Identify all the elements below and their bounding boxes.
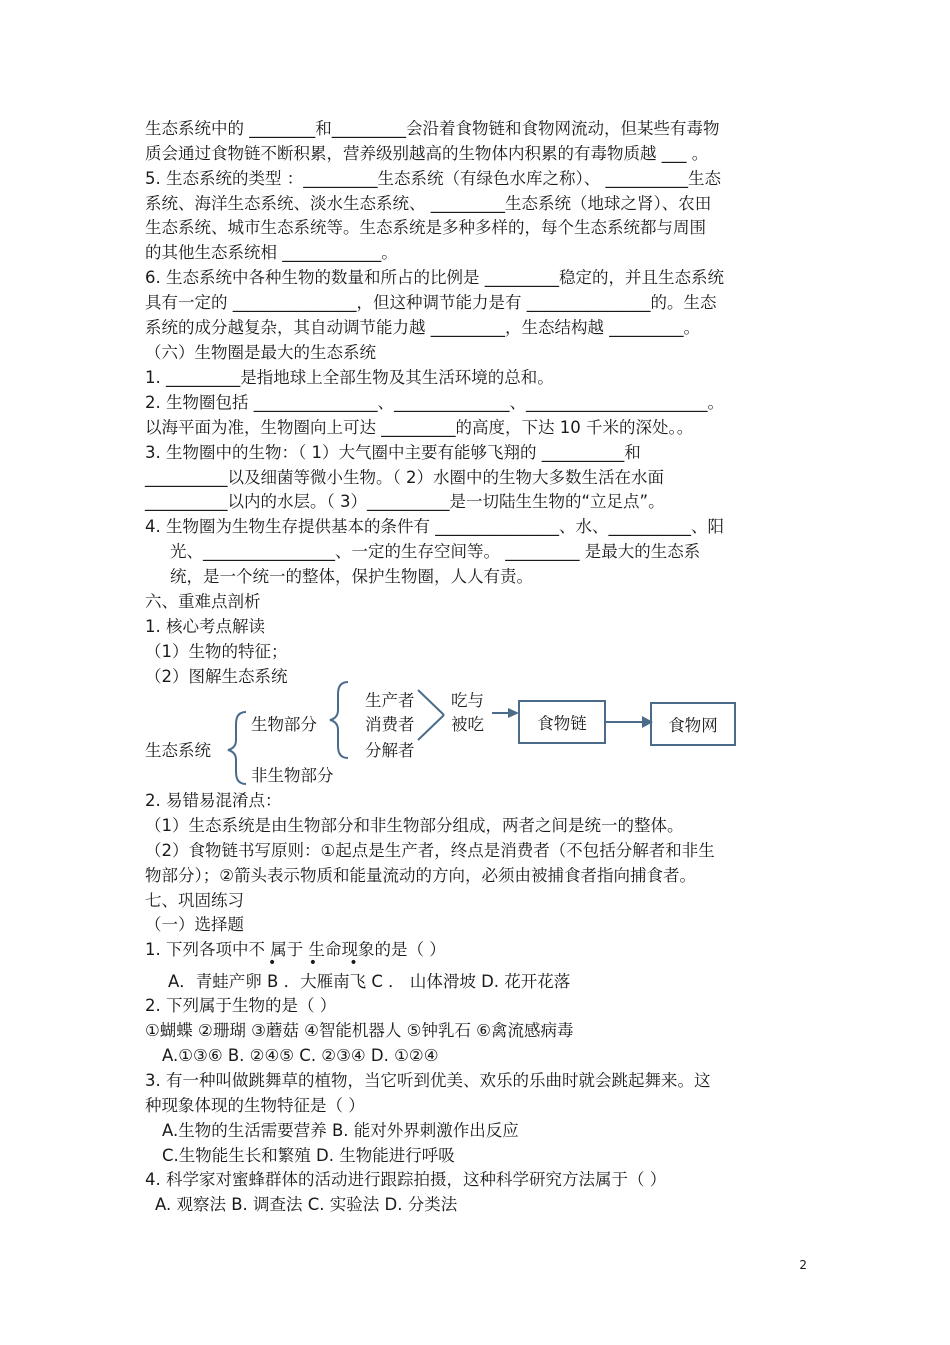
food-chain-box bbox=[518, 700, 606, 744]
text-line: 生态系统中的 ________和_________会沿着食物链和食物网流动，但某些有毒物 bbox=[145, 119, 720, 138]
question-1-options: A．青蛙产卵 B ．大雁南飞 C ． 山体滑坡 D. 花开花落 bbox=[168, 972, 571, 991]
text-line: __________以及细菌等微小生物。（ 2）水圈中的生物大多数生活在水面 bbox=[145, 468, 664, 487]
question-3-options: A.生物的生活需要营养 B. 能对外界刺激作出反应 bbox=[162, 1121, 519, 1140]
question-2: 2. 下列属于生物的是（ ） bbox=[145, 996, 337, 1015]
question-3: 3. 有一种叫做跳舞草的植物，当它听到优美、欢乐的乐曲时就会跳起舞来。这 bbox=[145, 1071, 711, 1090]
diagram-eaten-label: 被吃 bbox=[451, 715, 484, 734]
question-4-options: A. 观察法 B. 调查法 C. 实验法 D. 分类法 bbox=[155, 1195, 458, 1214]
diagram-eat-label: 吃与 bbox=[451, 691, 484, 710]
text-line: 系统的成分越复杂，其自动调节能力越 _________，生态结构越 _________。 bbox=[145, 318, 700, 337]
text-line: （1）生态系统是由生物部分和非生物部分组成，两者之间是统一的整体。 bbox=[145, 816, 684, 835]
text-line: 以海平面为准，生物圈向上可达 _________的高度，下达 10 千米的深处。。 bbox=[145, 418, 694, 437]
section-heading: 六、重难点剖析 bbox=[145, 592, 261, 611]
text-line: 光、________________、一定的生存空间等。 _________ 是最大的生态系 bbox=[170, 542, 701, 561]
text-line: 统，是一个统一的整体，保护生物圈，人人有责。 bbox=[170, 567, 533, 586]
question-4: 4. 科学家对蜜蜂群体的活动进行跟踪拍摄，这种科学研究方法属于（ ） bbox=[145, 1170, 667, 1189]
food-web-label: 食物网 bbox=[668, 716, 718, 735]
question-2-items: ①蝴蝶 ②珊瑚 ③蘑菇 ④智能机器人 ⑤钟乳石 ⑥禽流感病毒 bbox=[145, 1021, 574, 1040]
emphasis-dots: • • • bbox=[268, 955, 372, 971]
text-line: 系统、海洋生态系统、淡水生态系统、 _________生态系统（地球之肾）、农田 bbox=[145, 194, 712, 213]
diagram-decomposer-label: 分解者 bbox=[365, 741, 415, 760]
text-line: 质会通过食物链不断积累，营养级别越高的生物体内积累的有毒物质越 ___ 。 bbox=[145, 144, 709, 163]
text-line: （2）食物链书写原则：①起点是生产者，终点是消费者（不包括分解者和非生 bbox=[145, 841, 715, 860]
text-line: 2. 易错易混淆点： bbox=[145, 791, 282, 810]
food-chain-label: 食物链 bbox=[537, 714, 587, 733]
section-heading: 七、巩固练习 bbox=[145, 891, 244, 910]
connector-line bbox=[418, 715, 444, 740]
brace-bio bbox=[330, 682, 348, 758]
diagram-root-label: 生态系统 bbox=[145, 741, 211, 760]
question-3-options: C.生物能生长和繁殖 D. 生物能进行呼吸 bbox=[162, 1146, 455, 1165]
text-line: 6. 生态系统中各种生物的数量和所占的比例是 _________稳定的，并且生态系统 bbox=[145, 268, 724, 287]
food-web-box bbox=[650, 702, 736, 746]
question-3: 种现象体现的生物特征是（ ） bbox=[145, 1096, 365, 1115]
question-2-options: A.①③⑥ B. ②④⑤ C. ②③④ D. ①②④ bbox=[162, 1046, 439, 1065]
text-line: __________以内的水层。（ 3）__________是一切陆生生物的“立足点”。 bbox=[145, 492, 665, 511]
page-number: 2 bbox=[799, 1258, 807, 1272]
text-line: （2）图解生态系统 bbox=[145, 667, 288, 686]
text-line: 4. 生物圈为生物生存提供基本的条件有 _______________、水、__________、阳 bbox=[145, 517, 724, 536]
text-line: 3. 生物圈中的生物：（ 1）大气圈中主要有能够飞翔的 __________和 bbox=[145, 443, 641, 462]
text-line: （1）生物的特征； bbox=[145, 642, 288, 661]
text-line: 1. _________是指地球上全部生物及其生活环境的总和。 bbox=[145, 368, 554, 387]
text-line: 生态系统、城市生态系统等。生态系统是多种多样的，每个生态系统都与周围 bbox=[145, 218, 706, 237]
diagram-consumer-label: 消费者 bbox=[365, 715, 415, 734]
text-line: 的其他生态系统相 ____________。 bbox=[145, 243, 398, 262]
diagram-nonbio-label: 非生物部分 bbox=[251, 766, 334, 785]
connector-line bbox=[418, 690, 444, 715]
text-line: 5. 生态系统的类型 ：_________生态系统（有绿色水库之称）、 __________生态 bbox=[145, 169, 721, 188]
question-1: 1. 下列各项中不 属于 生命现象的是（ ） bbox=[145, 940, 446, 959]
text-line: 1. 核心考点解读 bbox=[145, 617, 265, 636]
section-heading: （六）生物圈是最大的生态系统 bbox=[145, 343, 376, 362]
diagram-producer-label: 生产者 bbox=[365, 691, 415, 710]
text-line: 具有一定的 _______________，但这种调节能力是有 _______________的。生态 bbox=[145, 293, 717, 312]
text-line: 2. 生物圈包括 _______________、______________、______________________。 bbox=[145, 393, 724, 412]
diagram-bio-label: 生物部分 bbox=[251, 715, 317, 734]
section-heading: （一）选择题 bbox=[145, 915, 244, 934]
text-line: 物部分）；②箭头表示物质和能量流动的方向，必须由被捕食者指向捕食者。 bbox=[145, 866, 697, 885]
brace-main bbox=[228, 712, 246, 784]
